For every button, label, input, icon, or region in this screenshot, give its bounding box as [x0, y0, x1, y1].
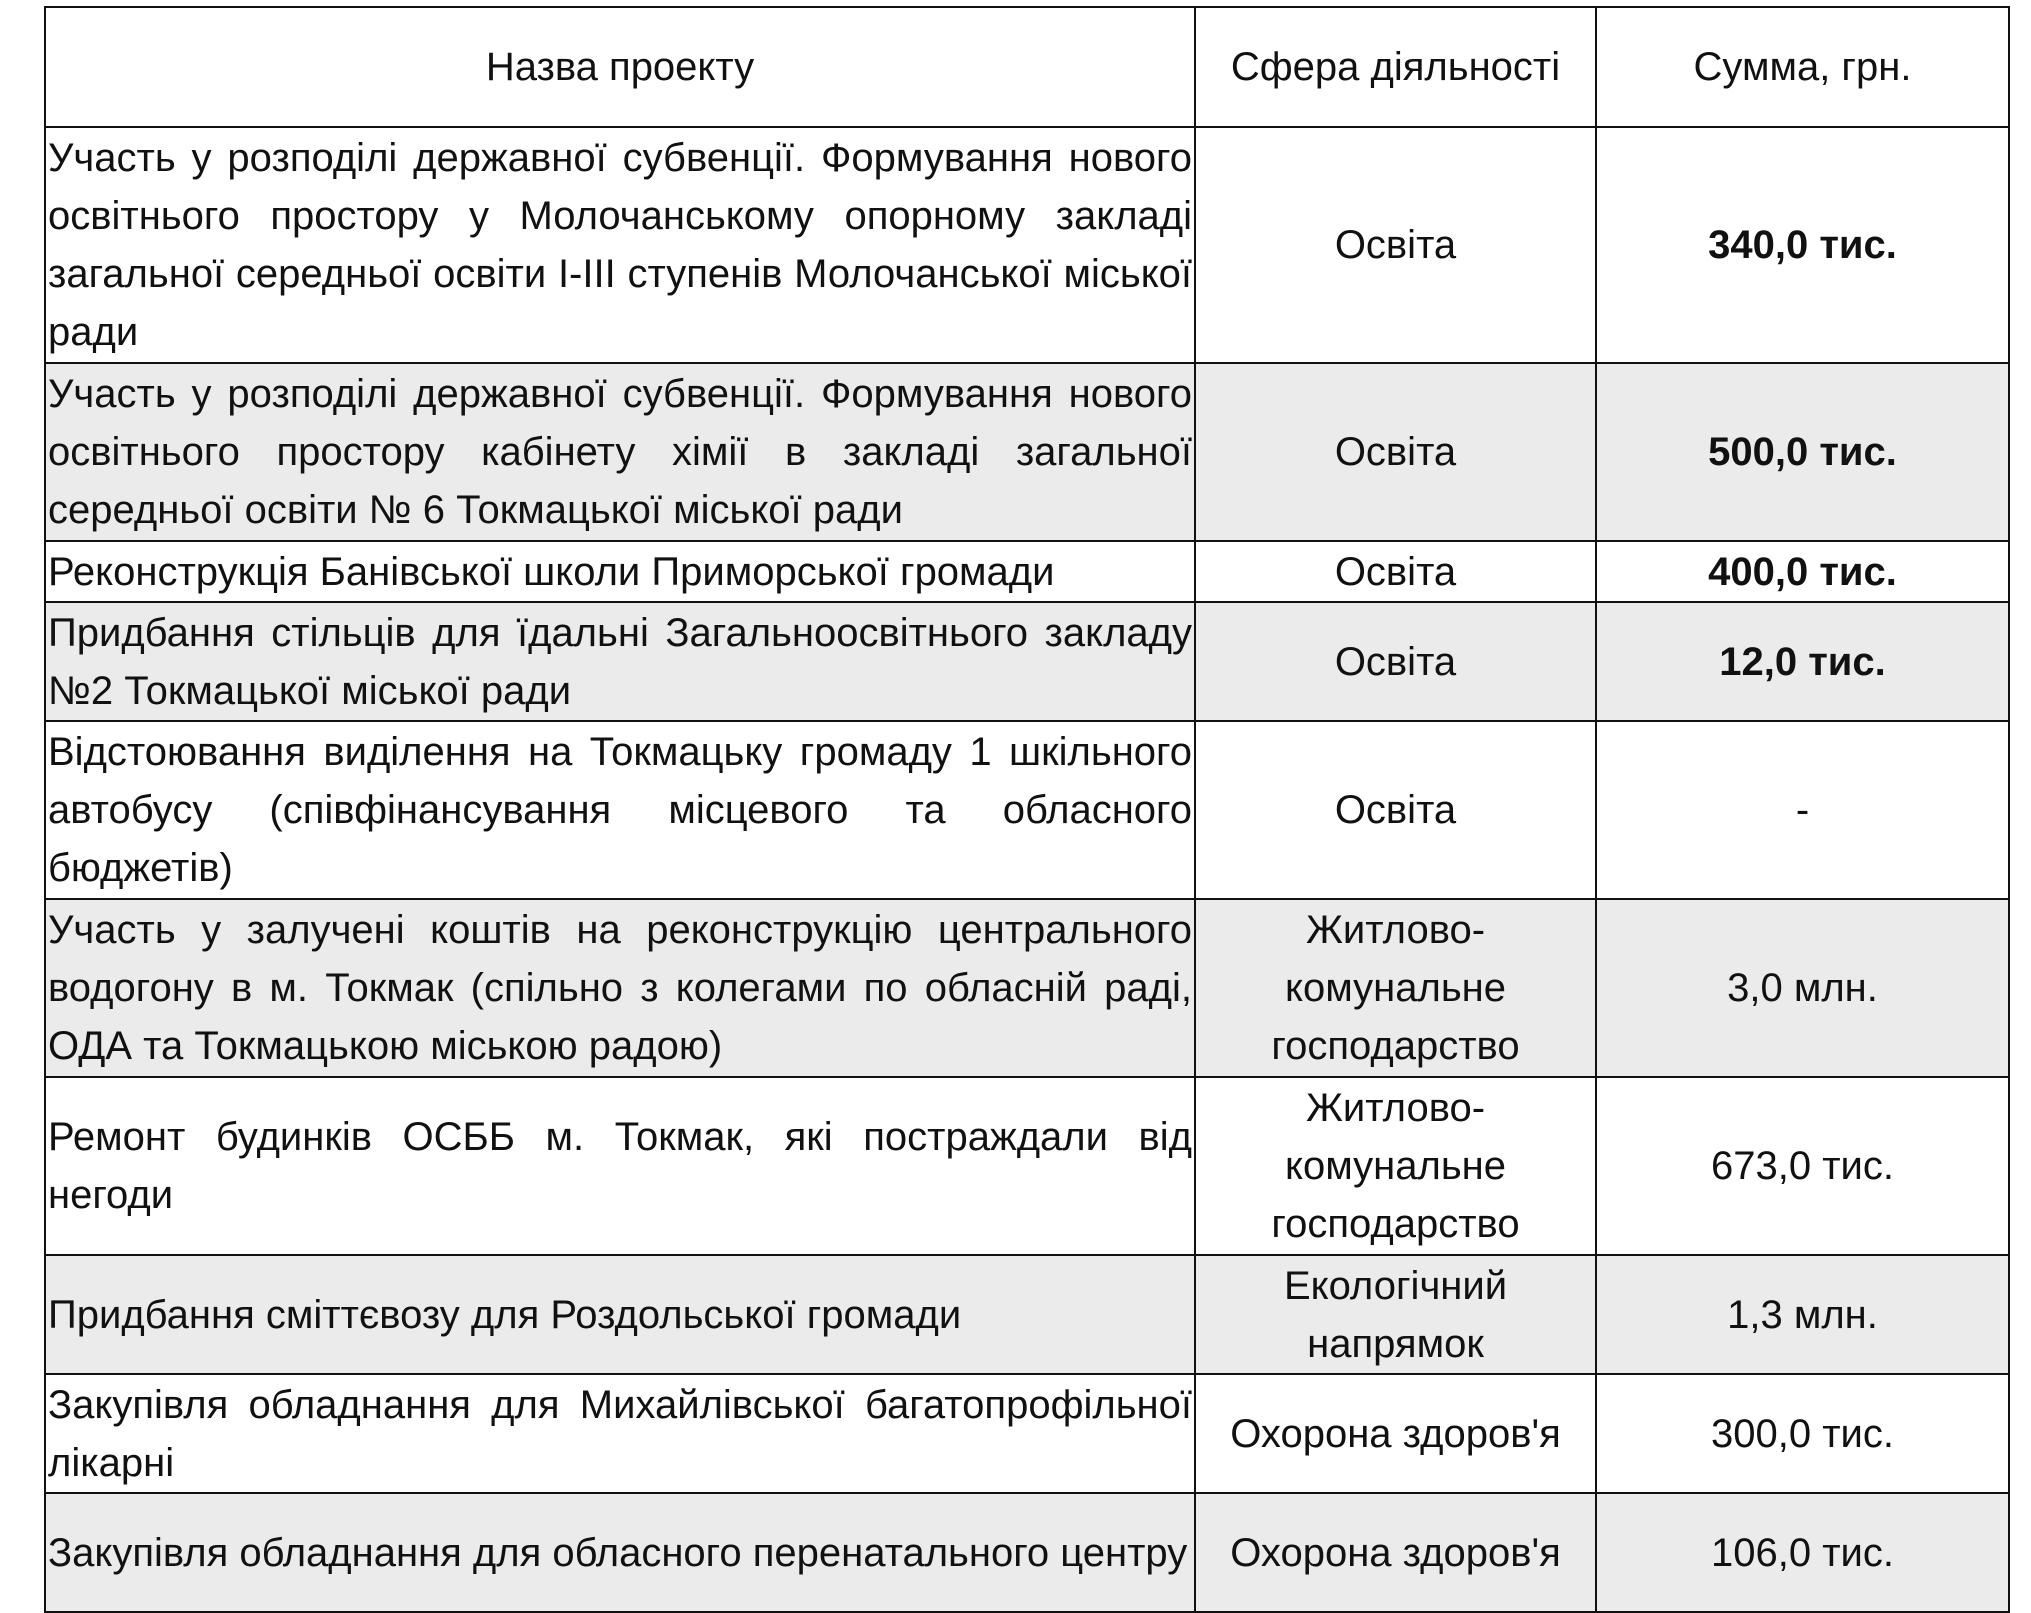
project-name-cell: Реконструкція Банівської школи Приморської громади [45, 541, 1195, 602]
table-row [45, 1374, 2009, 1493]
sphere-cell: Освіта [1195, 602, 1596, 721]
table-row [45, 899, 2009, 1077]
sum-cell: 300,0 тис. [1596, 1374, 2009, 1493]
table-row [45, 363, 2009, 541]
sum-cell: 500,0 тис. [1596, 363, 2009, 541]
table-row [45, 602, 2009, 721]
sum-cell: 12,0 тис. [1596, 602, 2009, 721]
sphere-cell: Освіта [1195, 127, 1596, 363]
sphere-cell: Освіта [1195, 721, 1596, 899]
sphere-cell: Житлово-комунальне господарство [1195, 1077, 1596, 1255]
table-row [45, 1493, 2009, 1612]
sphere-cell: Освіта [1195, 541, 1596, 602]
project-name-cell: Участь у розподілі державної субвенції. Формування нового освітнього простору у Молочанському опорному закладі загальної середньої освіти І-ІІІ ступенів Молочанської міської ради [45, 127, 1195, 363]
table-row [45, 541, 2009, 602]
sum-cell: 1,3 млн. [1596, 1255, 2009, 1374]
table-header-row [45, 7, 2009, 127]
project-name-cell: Придбання стільців для їдальні Загальноосвітнього закладу №2 Токмацької міської ради [45, 602, 1195, 721]
sum-cell: 106,0 тис. [1596, 1493, 2009, 1612]
table-row [45, 1255, 2009, 1374]
table-row [45, 1077, 2009, 1255]
project-name-cell: Відстоювання виділення на Токмацьку громаду 1 шкільного автобусу (співфінансування місцевого та обласного бюджетів) [45, 721, 1195, 899]
project-name-cell: Ремонт будинків ОСББ м. Токмак, які постраждали від негоди [45, 1077, 1195, 1255]
sum-cell: 3,0 млн. [1596, 899, 2009, 1077]
sum-cell: 400,0 тис. [1596, 541, 2009, 602]
sum-cell: - [1596, 721, 2009, 899]
project-name-cell: Придбання сміттєвозу для Роздольської громади [45, 1255, 1195, 1374]
table-row [45, 721, 2009, 899]
header-sum: Сумма, грн. [1596, 7, 2009, 127]
project-name-cell: Участь у залучені коштів на реконструкцію центрального водогону в м. Токмак (спільно з колегами по обласній раді, ОДА та Токмацькою міською радою) [45, 899, 1195, 1077]
table-row [45, 127, 2009, 363]
sphere-cell: Освіта [1195, 363, 1596, 541]
sphere-cell: Екологічний напрямок [1195, 1255, 1596, 1374]
project-name-cell: Закупівля обладнання для обласного перенатального центру [45, 1493, 1195, 1612]
header-sphere: Сфера діяльності [1195, 7, 1596, 127]
sum-cell: 340,0 тис. [1596, 127, 2009, 363]
header-project-name: Назва проекту [45, 7, 1195, 127]
sphere-cell: Охорона здоров'я [1195, 1374, 1596, 1493]
sphere-cell: Житлово-комунальне господарство [1195, 899, 1596, 1077]
project-name-cell: Участь у розподілі державної субвенції. Формування нового освітнього простору кабінету хімії в закладі загальної середньої освіти № 6 Токмацької міської ради [45, 363, 1195, 541]
sphere-cell: Охорона здоров'я [1195, 1493, 1596, 1612]
project-name-cell: Закупівля обладнання для Михайлівської багатопрофільної лікарні [45, 1374, 1195, 1493]
sum-cell: 673,0 тис. [1596, 1077, 2009, 1255]
projects-table [44, 6, 2010, 1613]
